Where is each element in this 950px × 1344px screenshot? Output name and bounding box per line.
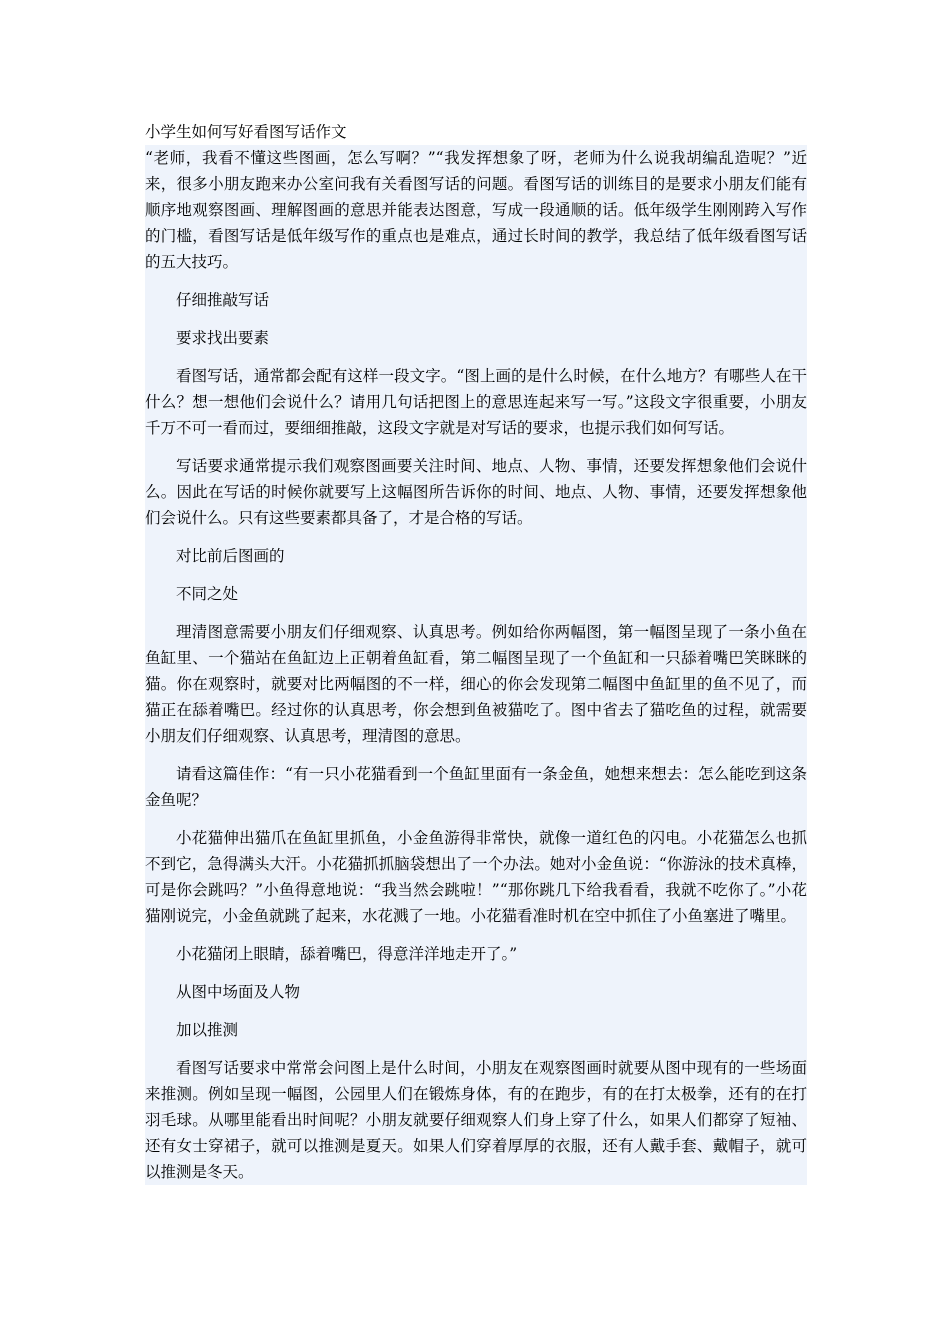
paragraph: 理清图意需要小朋友们仔细观察、认真思考。例如给你两幅图，第一幅图呈现了一条小鱼在鱼缸里、一个猫站在鱼缸边上正朝着鱼缸看，第二幅图呈现了一个鱼缸和一只舔着嘴巴笑眯眯的猫。你在观察时，就要对比两幅图的不一样，细心的你会发现第二幅图中鱼缸里的鱼不见了，而猫正在舔着嘴巴。经过你的认真思考，你会想到鱼被猫吃了。图中省去了猫吃鱼的过程，就需要小朋友们仔细观察、认真思考，理清图的意思。 xyxy=(145,623,807,745)
article-title: 小学生如何写好看图写话作文 xyxy=(145,119,807,145)
article-body xyxy=(145,119,807,1185)
section-heading: 加以推测 xyxy=(176,1021,239,1039)
paragraph: 看图写话要求中常常会问图上是什么时间，小朋友在观察图画时就要从图中现有的一些场面来推测。例如呈现一幅图，公园里人们在锻炼身体，有的在跑步，有的在打太极拳，还有的在打羽毛球。从哪里能看出时间呢？小朋友就要仔细观察人们身上穿了什么，如果人们都穿了短袖、还有女士穿裙子，就可以推测是夏天。如果人们穿着厚厚的衣服，还有人戴手套、戴帽子，就可以推测是冬天。 xyxy=(145,1059,807,1181)
section-heading: 仔细推敲写话 xyxy=(176,291,270,309)
paragraph: 看图写话，通常都会配有这样一段文字。“图上画的是什么时候，在什么地方？有哪些人在干什么？想一想他们会说什么？请用几句话把图上的意思连起来写一写。”这段文字很重要，小朋友千万不可一看而过，要细细推敲，这段文字就是对写话的要求，也提示我们如何写话。 xyxy=(145,367,807,437)
paragraph: 请看这篇佳作：“有一只小花猫看到一个鱼缸里面有一条金鱼，她想来想去：怎么能吃到这条金鱼呢？ xyxy=(145,765,807,809)
section-heading: 要求找出要素 xyxy=(176,329,270,347)
section-heading: 不同之处 xyxy=(176,585,239,603)
paragraph: 小花猫闭上眼睛，舔着嘴巴，得意洋洋地走开了。” xyxy=(176,945,518,963)
section-heading: 对比前后图画的 xyxy=(176,547,285,565)
paragraph: 小花猫伸出猫爪在鱼缸里抓鱼，小金鱼游得非常快，就像一道红色的闪电。小花猫怎么也抓不到它，急得满头大汗。小花猫抓抓脑袋想出了一个办法。她对小金鱼说：“你游泳的技术真棒，可是你会跳吗？”小鱼得意地说：“我当然会跳啦！”“那你跳几下给我看看，我就不吃你了。”小花猫刚说完，小金鱼就跳了起来，水花溅了一地。小花猫看准时机在空中抓住了小鱼塞进了嘴里。 xyxy=(145,829,807,925)
article-blocks xyxy=(145,145,807,1185)
section-heading: 从图中场面及人物 xyxy=(176,983,301,1001)
paragraph: “老师，我看不懂这些图画，怎么写啊？”“我发挥想象了呀，老师为什么说我胡编乱造呢？”近来，很多小朋友跑来办公室问我有关看图写话的问题。看图写话的训练目的是要求小朋友们能有顺序地观察图画、理解图画的意思并能表达图意，写成一段通顺的话。低年级学生刚刚跨入写作的门槛，看图写话是低年级写作的重点也是难点，通过长时间的教学，我总结了低年级看图写话的五大技巧。 xyxy=(145,149,807,271)
paragraph: 写话要求通常提示我们观察图画要关注时间、地点、人物、事情，还要发挥想象他们会说什么。因此在写话的时候你就要写上这幅图所告诉你的时间、地点、人物、事情，还要发挥想象他们会说什么。只有这些要素都具备了，才是合格的写话。 xyxy=(145,457,807,527)
